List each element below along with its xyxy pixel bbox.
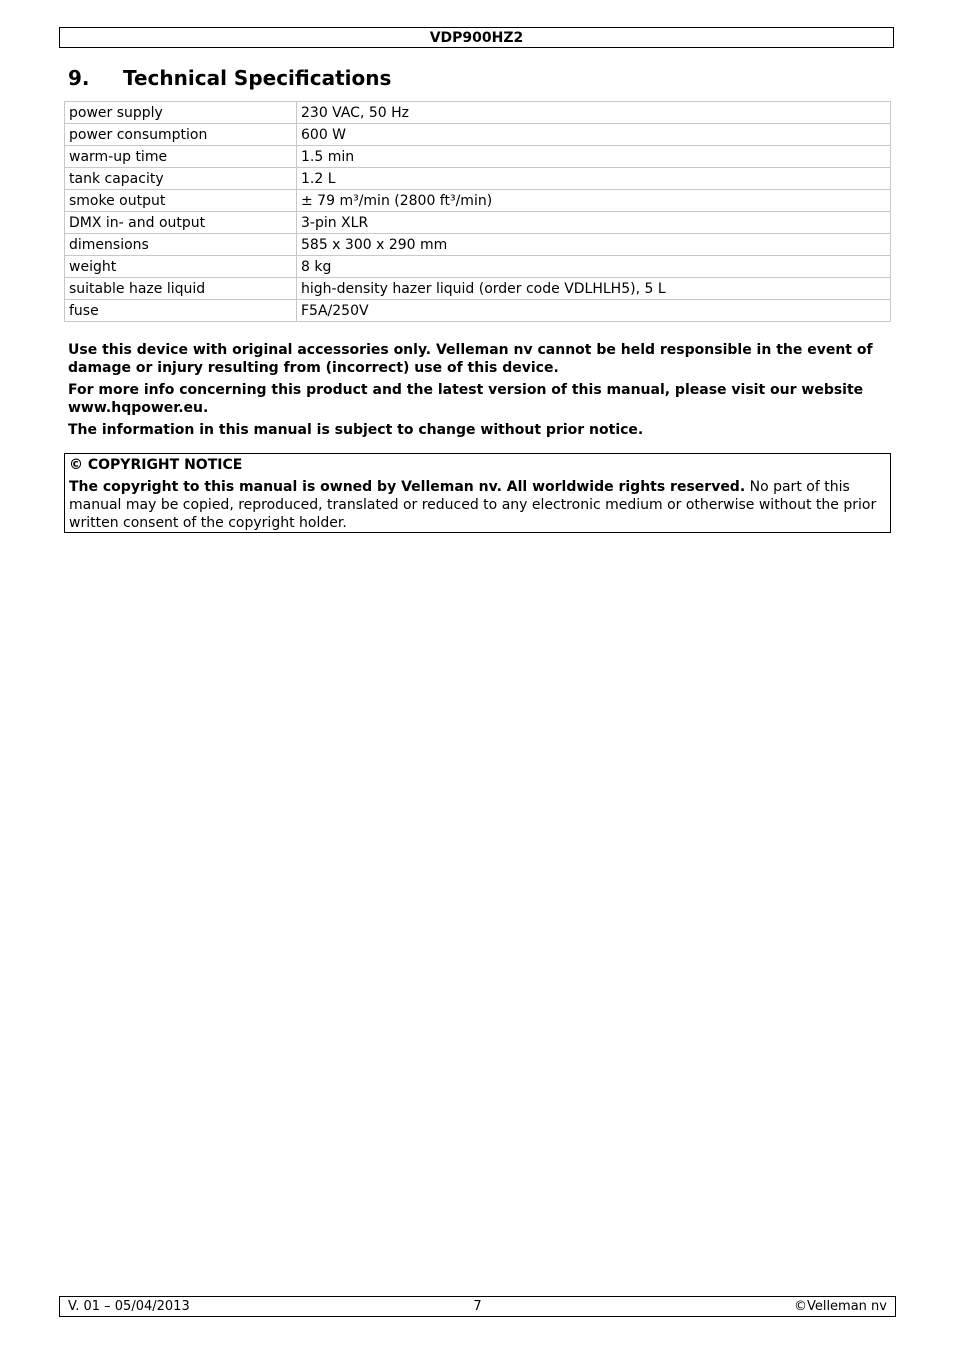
- copyright-notice: [64, 453, 891, 533]
- spec-label: suitable haze liquid: [65, 278, 297, 300]
- page-footer: [59, 1296, 896, 1317]
- spec-value: high-density hazer liquid (order code VDLHLH5), 5 L: [297, 278, 891, 300]
- copyright-body: [69, 478, 884, 532]
- table-row: [65, 212, 891, 234]
- table-row: [65, 168, 891, 190]
- website-note: For more info concerning this product and the latest version of this manual, please visit our website www.hqpower.eu.: [68, 382, 864, 416]
- spec-label: DMX in- and output: [65, 212, 297, 234]
- spec-label: tank capacity: [65, 168, 297, 190]
- change-note: The information in this manual is subject to change without prior notice.: [68, 422, 644, 438]
- spec-label: smoke output: [65, 190, 297, 212]
- spec-label: warm-up time: [65, 146, 297, 168]
- specifications-table: [64, 101, 891, 322]
- section-title: Technical Specifications: [123, 66, 392, 90]
- table-row: [65, 278, 891, 300]
- spec-label: fuse: [65, 300, 297, 322]
- accessories-note: Use this device with original accessories only. Velleman nv cannot be held responsible in the event of damage or injury resulting from (incorrect) use of this device.: [68, 342, 873, 376]
- page-header: [59, 27, 894, 48]
- table-row: [65, 234, 891, 256]
- spec-value: 3-pin XLR: [297, 212, 891, 234]
- section-heading: [68, 66, 391, 90]
- spec-value: 8 kg: [297, 256, 891, 278]
- table-row: [65, 102, 891, 124]
- spec-label: weight: [65, 256, 297, 278]
- spec-label: power supply: [65, 102, 297, 124]
- spec-value: 230 VAC, 50 Hz: [297, 102, 891, 124]
- spec-value: 585 x 300 x 290 mm: [297, 234, 891, 256]
- spec-value: F5A/250V: [297, 300, 891, 322]
- table-row: [65, 256, 891, 278]
- table-row: [65, 124, 891, 146]
- table-row: [65, 146, 891, 168]
- spec-label: power consumption: [65, 124, 297, 146]
- notes: [68, 341, 888, 443]
- model-name: VDP900HZ2: [429, 29, 524, 46]
- spec-value: 1.5 min: [297, 146, 891, 168]
- copyright-bold-text: The copyright to this manual is owned by Velleman nv. All worldwide rights reserved.: [69, 479, 746, 495]
- version-date: V. 01 – 05/04/2013: [68, 1299, 190, 1314]
- spec-value: 1.2 L: [297, 168, 891, 190]
- spec-value: 600 W: [297, 124, 891, 146]
- copyright-text: No part of this manual may be copied, reproduced, translated or reduced to any electronic medium or otherwise without the prior written consent of the copyright holder.: [69, 479, 877, 531]
- copyright-owner: ©Velleman nv: [793, 1299, 887, 1314]
- section-number: 9.: [68, 66, 90, 90]
- copyright-title: © COPYRIGHT NOTICE: [69, 457, 243, 473]
- table-row: [65, 300, 891, 322]
- page-number: 7: [473, 1299, 482, 1314]
- table-row: [65, 190, 891, 212]
- spec-label: dimensions: [65, 234, 297, 256]
- spec-value: ± 79 m³/min (2800 ft³/min): [297, 190, 891, 212]
